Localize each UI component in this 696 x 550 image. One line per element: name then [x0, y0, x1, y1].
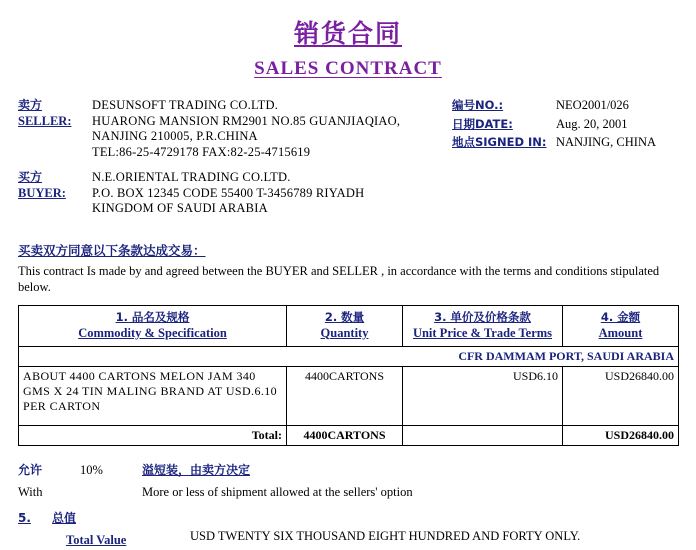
header-quantity: [287, 305, 403, 346]
sales-contract-page: [0, 14, 696, 547]
header-commodity-en: Commodity & Specification: [78, 325, 227, 340]
signed-in-value: NANJING, CHINA: [556, 135, 656, 149]
seller-row-3: [18, 129, 448, 145]
header-commodity-cn: 1. 品名及规格: [115, 309, 190, 324]
document-title-chinese: 销货合同: [293, 19, 402, 48]
header-unit-price-cn: 3. 单价及价格条款: [434, 309, 531, 324]
row-amount: USD26840.00: [563, 366, 679, 425]
contract-date-row: [452, 117, 696, 133]
parties-gap: [18, 160, 448, 170]
terms-block: [18, 462, 678, 550]
goods-table-header-row: [19, 305, 679, 346]
header-commodity: [19, 305, 287, 346]
trade-terms-row: [19, 346, 679, 366]
buyer-line-3: KINGDOM OF SAUDI ARABIA: [92, 201, 268, 215]
seller-row-4: [18, 145, 448, 161]
header-unit-price: [403, 305, 563, 346]
parties-left-column: [18, 98, 448, 217]
document-title-english: SALES CONTRACT: [254, 58, 442, 79]
table-total-row: [19, 425, 679, 445]
total-value-block: [18, 510, 678, 550]
agreement-chinese: 买卖双方同意以下条款达成交易：: [18, 242, 206, 258]
seller-label-chinese: 卖方: [18, 98, 43, 112]
buyer-label-english: BUYER:: [18, 185, 66, 200]
buyer-row-1: [18, 170, 448, 186]
buyer-row-3: [18, 201, 448, 217]
seller-line-3: NANJING 210005, P.R.CHINA: [92, 129, 258, 143]
row-description: ABOUT 4400 CARTONS MELON JAM 340 GMS X 24 TIN MALING BRAND AT USD.6.10 PER CARTON: [19, 366, 287, 425]
buyer-label-chinese: 买方: [18, 170, 43, 184]
total-unit-price-blank: [403, 425, 563, 445]
total-value-words: USD TWENTY SIX THOUSAND EIGHT HUNDRED AND FORTY ONLY.: [190, 528, 581, 543]
tolerance-label-english: With: [18, 484, 43, 499]
total-value-number: 5.: [18, 510, 31, 525]
total-amount: USD26840.00: [563, 425, 679, 445]
tolerance-link-chinese[interactable]: 溢短装，由卖方决定: [142, 462, 251, 477]
row-unit-price: USD6.10: [403, 366, 563, 425]
tolerance-label-chinese: 允许: [18, 462, 43, 477]
row-quantity: 4400CARTONS: [287, 366, 403, 425]
total-value-label-english: Total Value: [66, 532, 127, 547]
header-amount: [563, 305, 679, 346]
total-quantity: 4400CARTONS: [287, 425, 403, 445]
seller-line-2: HUARONG MANSION RM2901 NO.85 GUANJIAQIAO,: [92, 113, 401, 128]
agreement-english: This contract Is made by and agreed between the BUYER and SELLER , in accordance with the terms and conditions stipulated below.: [18, 263, 660, 294]
table-row: [19, 366, 679, 425]
header-quantity-cn: 2. 数量: [324, 309, 365, 324]
goods-table: [18, 305, 679, 446]
buyer-line-2: P.O. BOX 12345 CODE 55400 T-3456789 RIYADH: [92, 185, 365, 200]
seller-line-1: DESUNSOFT TRADING CO.LTD.: [92, 98, 279, 112]
tolerance-row-chinese: [18, 462, 678, 478]
contract-number-value: NEO2001/026: [556, 98, 629, 112]
trade-terms-cell: CFR DAMMAM PORT, SAUDI ARABIA: [19, 346, 679, 366]
seller-row-2: [18, 114, 448, 130]
contract-date-label: 日期DATE:: [452, 116, 513, 131]
seller-label-english: SELLER:: [18, 113, 72, 128]
seller-row-1: [18, 98, 448, 114]
buyer-line-1: N.E.ORIENTAL TRADING CO.LTD.: [92, 170, 291, 184]
total-label: Total:: [19, 425, 287, 445]
contract-number-row: [452, 98, 696, 114]
header-unit-price-en: Unit Price & Trade Terms: [412, 325, 553, 340]
tolerance-row-english: [18, 484, 678, 500]
tolerance-percent: 10%: [80, 462, 103, 477]
total-value-label-chinese: 总值: [52, 510, 77, 525]
buyer-row-2: [18, 186, 448, 202]
tolerance-text-english: More or less of shipment allowed at the sellers' option: [142, 484, 413, 499]
header-quantity-en: Quantity: [320, 325, 369, 340]
header-amount-en: Amount: [598, 325, 643, 340]
header-amount-cn: 4. 金额: [600, 309, 641, 324]
parties-block: [18, 98, 678, 217]
signed-in-row: [452, 135, 696, 151]
contract-date-value: Aug. 20, 2001: [556, 116, 628, 131]
contract-meta-column: [452, 98, 696, 154]
signed-in-label: 地点SIGNED IN:: [452, 135, 547, 149]
seller-line-4: TEL:86-25-4729178 FAX:82-25-4715619: [92, 144, 311, 159]
contract-number-label: 编号NO.:: [452, 98, 504, 112]
